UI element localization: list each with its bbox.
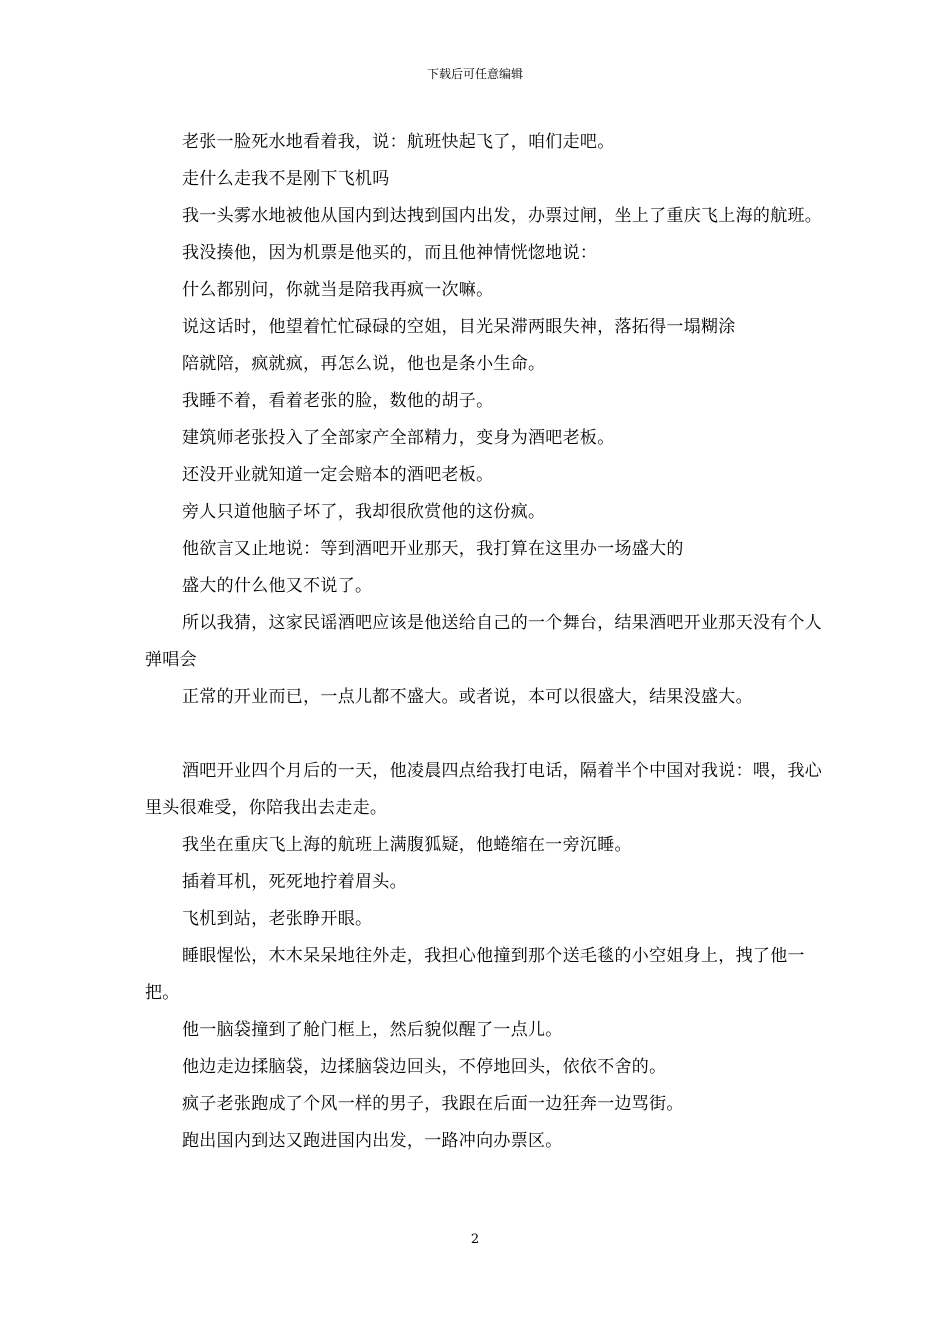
paragraph: 陪就陪，疯就疯，再怎么说，他也是条小生命。	[182, 354, 546, 374]
paragraph: 睡眼惺忪，木木呆呆地往外走，我担心他撞到那个送毛毯的小空姐身上，拽了他一把。	[145, 946, 805, 1003]
paragraph: 他欲言又止地说：等到酒吧开业那天，我打算在这里办一场盛大的	[182, 539, 684, 559]
paragraph: 飞机到站，老张睁开眼。	[182, 909, 373, 929]
paragraph: 我坐在重庆飞上海的航班上满腹狐疑，他蜷缩在一旁沉睡。	[182, 835, 632, 855]
paragraph: 跑出国内到达又跑进国内出发，一路冲向办票区。	[182, 1131, 563, 1151]
paragraph: 还没开业就知道一定会赔本的酒吧老板。	[182, 465, 494, 485]
paragraph: 正常的开业而已，一点儿都不盛大。或者说，本可以很盛大，结果没盛大。	[182, 687, 753, 707]
paragraph: 盛大的什么他又不说了。	[182, 576, 373, 596]
paragraph: 酒吧开业四个月后的一天，他凌晨四点给我打电话，隔着半个中国对我说：喂，我心里头很难受，你陪我出去走走。	[145, 761, 823, 818]
paragraph: 我睡不着，看着老张的脸，数他的胡子。	[182, 391, 494, 411]
paragraph: 我一头雾水地被他从国内到达拽到国内出发，办票过闸，坐上了重庆飞上海的航班。	[182, 206, 823, 226]
paragraph: 旁人只道他脑子坏了，我却很欣赏他的这份疯。	[182, 502, 546, 522]
paragraph: 建筑师老张投入了全部家产全部精力，变身为酒吧老板。	[182, 428, 615, 448]
paragraph: 他边走边揉脑袋，边揉脑袋边回头，不停地回头，依依不舍的。	[182, 1057, 667, 1077]
paragraph: 老张一脸死水地看着我，说：航班快起飞了，咱们走吧。	[182, 132, 615, 152]
paragraph: 说这话时，他望着忙忙碌碌的空姐，目光呆滞两眼失神，落拓得一塌糊涂	[182, 317, 736, 337]
page-header: 下载后可任意编辑	[426, 67, 523, 81]
paragraph: 所以我猜，这家民谣酒吧应该是他送给自己的一个舞台，结果酒吧开业那天没有个人弹唱会	[145, 613, 823, 670]
blank-line	[145, 716, 825, 753]
paragraph: 插着耳机，死死地拧着眉头。	[182, 872, 407, 892]
paragraph: 什么都别问，你就当是陪我再疯一次嘛。	[182, 280, 494, 300]
paragraph: 走什么走我不是刚下飞机吗	[182, 169, 390, 189]
document-body	[145, 124, 825, 1160]
paragraph: 疯子老张跑成了个风一样的男子，我跟在后面一边狂奔一边骂街。	[182, 1094, 684, 1114]
paragraph: 我没揍他，因为机票是他买的，而且他神情恍惚地说：	[182, 243, 598, 263]
page-number: 2	[470, 1232, 480, 1247]
paragraph: 他一脑袋撞到了舱门框上，然后貌似醒了一点儿。	[182, 1020, 563, 1040]
